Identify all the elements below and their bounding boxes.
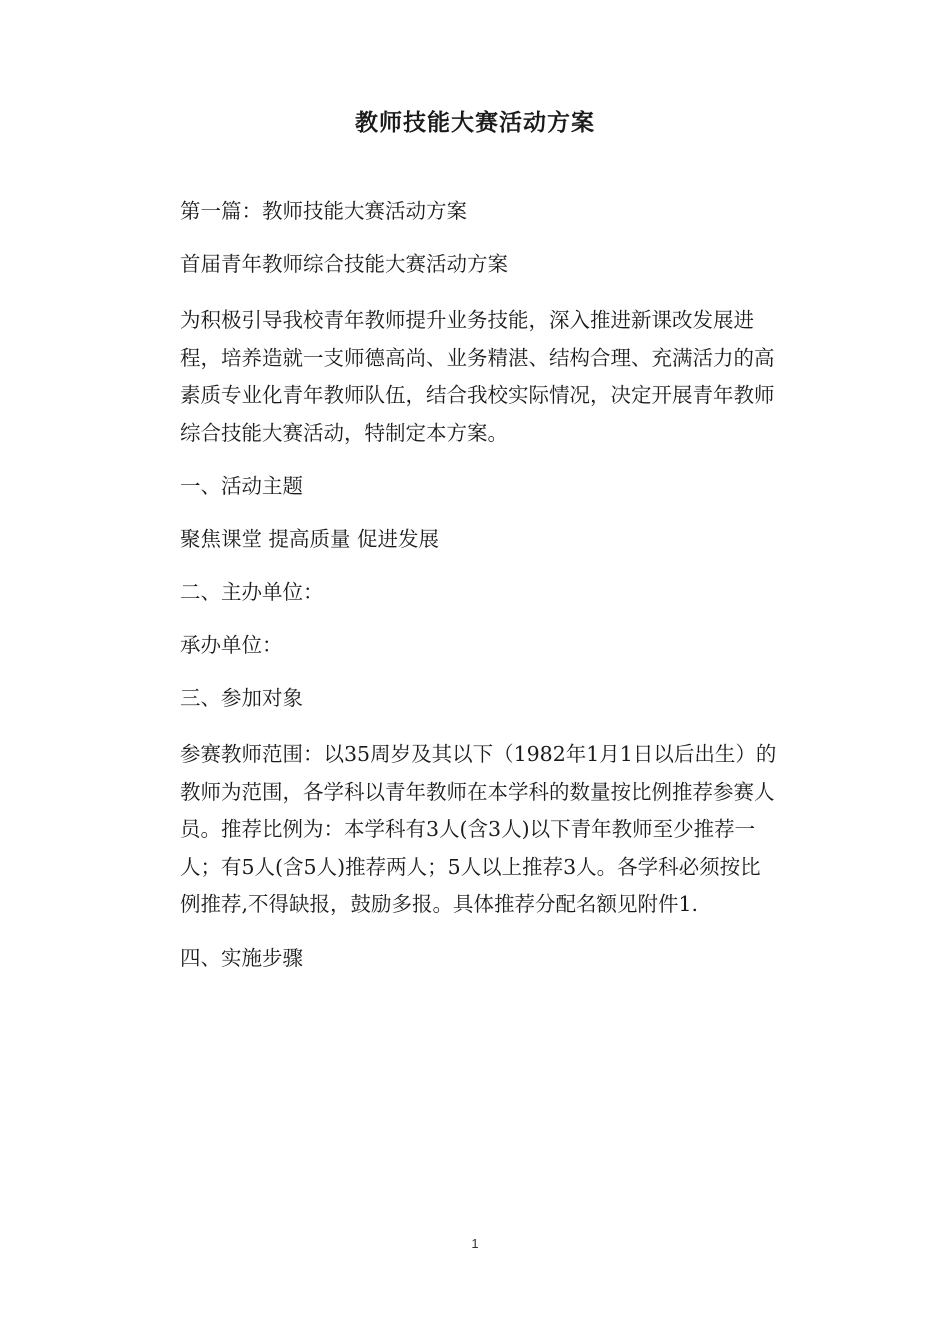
section-heading-organizer: 二、主办单位： [180,580,324,604]
intro-paragraph: 为积极引导我校青年教师提升业务技能，深入推进新课改发展进程，培养造就一支师德高尚、业务精湛、结构合理、充满活力的高素质专业化青年教师队伍，结合我校实际情况，决定开展青年教师综合技能大赛活动，特制定本方案。 [180,308,775,445]
section-heading-theme: 一、活动主题 [180,474,303,498]
participants-paragraph: 参赛教师范围：以35周岁及其以下（1982年1月1日以后出生）的教师为范围，各学科以青年教师在本学科的数量按比例推荐参赛人员。推荐比例为：本学科有3人(含3人)以下青年教师至少推荐一人；有5人(含5人)推荐两人；5人以上推荐3人。各学科必须按比例推荐,不得缺报，鼓励多报。具体推荐分配名额见附件1. [180,742,777,916]
document-title: 教师技能大赛活动方案 [355,109,595,136]
section-heading-part-one: 第一篇：教师技能大赛活动方案 [180,199,467,223]
theme-text: 聚焦课堂 提高质量 促进发展 [180,527,440,551]
co-organizer-line: 承办单位： [180,633,283,657]
section-heading-steps: 四、实施步骤 [180,945,303,970]
section-heading-participants: 三、参加对象 [180,686,303,710]
plan-subtitle: 首届青年教师综合技能大赛活动方案 [180,252,508,276]
document-body [180,196,780,996]
page-number: 1 [471,1236,479,1251]
